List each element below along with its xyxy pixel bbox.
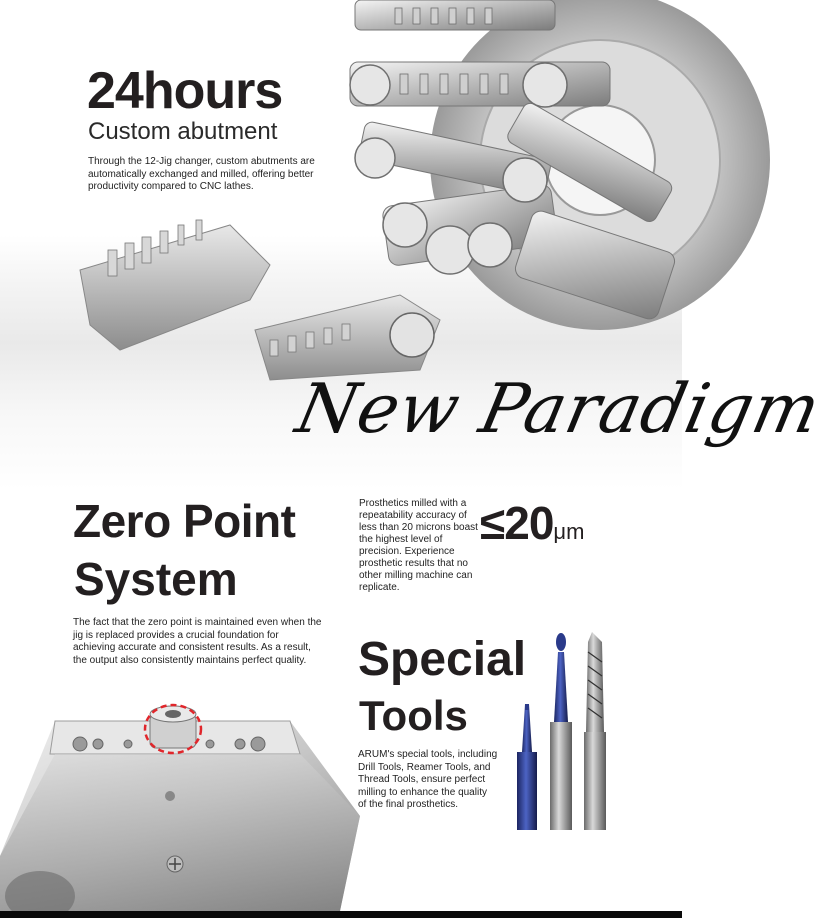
zero-point-fixture-image	[0, 696, 400, 911]
zero-point-description: The fact that the zero point is maintained even when the jig is replaced provides a crucial foundation for achieving accurate and consistent results. As a result, the output also consistently maintains perfect quality.	[73, 617, 322, 666]
stat-value: 20	[504, 497, 554, 549]
zero-point-title-line2: System	[74, 553, 238, 605]
special-tools-title-line2: Tools	[359, 692, 468, 739]
precision-stat	[480, 496, 584, 559]
precision-description: Prosthetics milled with a repeatability accuracy of less than 20 microns boast the highest level of precision. Experience prosthetic results that no other milling machine can replicate.	[359, 498, 478, 593]
hero-subtitle: Custom abutment	[88, 118, 278, 145]
hero-title: 24hours	[87, 62, 283, 120]
bottom-bar	[0, 911, 682, 918]
special-tools-description: ARUM's special tools, including Drill Tools, Reamer Tools, and Thread Tools, ensure perfect milling to enhance the quality of the final prosthetics.	[358, 749, 498, 810]
special-tools-title: Special	[358, 633, 527, 686]
stat-unit: μm	[553, 519, 585, 544]
zero-point-title: Zero Point	[73, 495, 296, 547]
milling-tools-image	[512, 632, 612, 832]
stat-symbol: ≤	[480, 497, 505, 549]
hero-description: Through the 12-Jig changer, custom abutments are automatically exchanged and milled, offering better productivity compared to CNC lathes.	[88, 156, 315, 192]
script-heading: New Paradigm	[289, 370, 828, 449]
